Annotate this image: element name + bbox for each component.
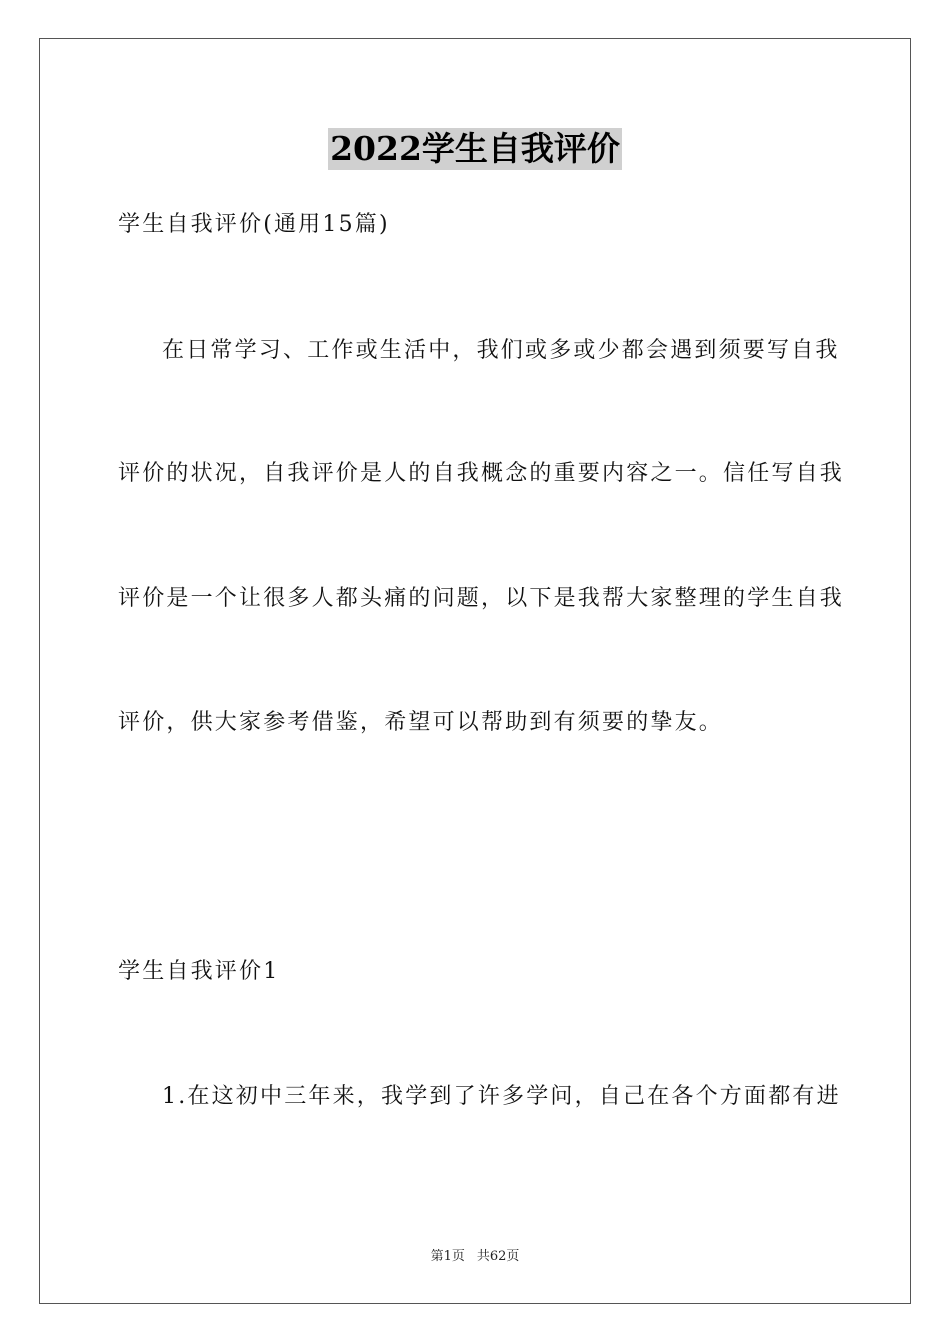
intro-paragraph-line: 评价，供大家参考借鉴，希望可以帮助到有须要的挚友。: [118, 710, 724, 735]
intro-paragraph-line: 在日常学习、工作或生活中，我们或多或少都会遇到须要写自我: [162, 338, 840, 363]
section-heading: 学生自我评价1: [118, 959, 280, 984]
title-container: [0, 128, 950, 170]
page-number: 第1页: [430, 1249, 465, 1264]
document-subtitle: 学生自我评价(通用15篇): [118, 212, 390, 237]
intro-paragraph-line: 评价是一个让很多人都头痛的问题，以下是我帮大家整理的学生自我: [118, 586, 845, 611]
document-title: 2022学生自我评价: [330, 129, 620, 168]
intro-paragraph-line: 评价的状况，自我评价是人的自我概念的重要内容之一。信任写自我: [118, 461, 845, 486]
page-total: 共62页: [476, 1249, 520, 1264]
section-paragraph-line: 1.在这初中三年来，我学到了许多学问，自己在各个方面都有进: [162, 1084, 841, 1109]
page-footer: [0, 1248, 950, 1266]
